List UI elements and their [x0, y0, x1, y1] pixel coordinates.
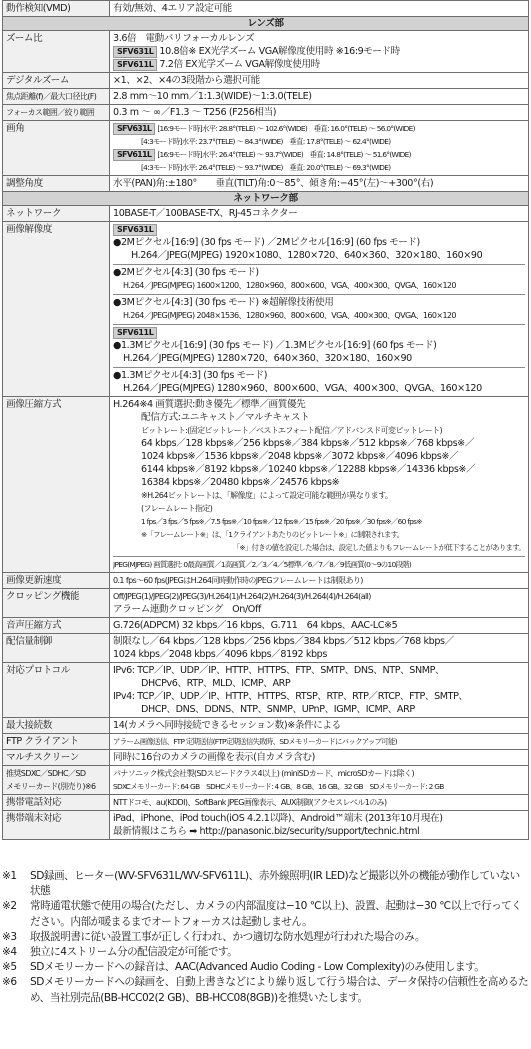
row-ftp: [3, 734, 529, 750]
row-value: 14(カメラへ同時接続できるセッション数)※条件による: [110, 718, 529, 734]
footnote: [2, 945, 529, 960]
value-text: 10.8倍※ EX光学ズーム VGA解像度使用時 ※16:9モード時: [159, 46, 400, 57]
value-line: [113, 58, 525, 71]
section-header-network: [3, 192, 529, 206]
row-label: 対応プロトコル: [3, 663, 110, 718]
value-line: (フレームレート指定): [141, 504, 213, 513]
row-label: 携帯端末対応: [3, 811, 110, 840]
row-value: [110, 121, 529, 176]
row-value: [110, 766, 529, 795]
row-value: NTTドコモ、au(KDDI)、SoftBank JPEG画像表示、AUX制御(アクセスレベル1のみ): [110, 795, 529, 811]
row-label: 配信量制御: [3, 634, 110, 663]
footnote-text: SDメモリーカードへの録画を、自動上書きなどにより繰り返して行う場合は、データ保持の信頼性を高めるため、当社別売品(BB-HCC02(2 GB)、BB-HCC08(8GB))を推奨いたします。: [30, 976, 529, 1004]
value-line: 1024 kbps※／1536 kbps※／2048 kbps※／3072 kbps※／4096 kbps※／: [141, 451, 459, 462]
value-line: 1 fps／3 fps／5 fps※／7.5 fps※／10 fps※／12 fps※／15 fps※／20 fps※／30 fps※／60 fps※: [141, 517, 422, 526]
value-line: JPEG(MJPEG) 画質選択: 0最高画質／1高画質／2／3／4／5標準／6／7／8／9低画質(0〜9の10段階): [113, 556, 525, 571]
value-line: [4:3モード時]水平: 23.7°(TELE) 〜 84.3°(WIDE) 垂直: 17.8°(TELE) 〜 62.4°(WIDE): [141, 137, 391, 146]
row-value: 10BASE-T／100BASE-TX、RJ-45コネクター: [110, 206, 529, 222]
row-cropping: [3, 589, 529, 618]
row-angle: [3, 121, 529, 176]
label-line: メモリーカード(別売り)※6: [6, 782, 96, 791]
row-resolution: [3, 222, 529, 397]
value-line: ●2Mピクセル[4:3] (30 fps モード): [113, 264, 525, 279]
value-line: 16384 kbps※／20480 kbps※／24576 kbps※: [141, 477, 340, 488]
value-line: [113, 223, 525, 236]
row-value: 水平(PAN)角:±180° 垂直(TILT)角:0〜85°、傾き角:−45°(左)〜+300°(右): [110, 176, 529, 192]
row-network: [3, 206, 529, 222]
row-value: 0.3 m 〜 ∞／F1.3 〜 T256 (F256相当): [110, 105, 529, 121]
value-line: 「※」付きの値を設定した場合は、設定した値よりもフレームレートが低下することがあります。: [232, 543, 525, 552]
row-value: 0.1 fps〜60 fps(JPEGはH.264同時動作時のJPEGフレームレートは制限あり): [110, 573, 529, 589]
value-line: ●2Mピクセル[16:9] (30 fps モード) ／2Mピクセル[16:9] (60 fps モード): [113, 237, 420, 248]
value-line: ●3Mピクセル[4:3] (30 fps モード) ※超解像技術使用: [113, 294, 525, 309]
footnote-mark: ※4: [2, 946, 17, 959]
value-line: 6144 kbps※／8192 kbps※／10240 kbps※／12288 kbps※／14336 kbps※／: [141, 464, 476, 475]
footnote-mark: ※1: [2, 870, 17, 882]
footnote-text: 取扱説明書に従い設置工事が正しく行われ、かつ適切な防水処理が行われた場合のみ。: [30, 930, 425, 943]
value-text: 7.2倍 EX光学ズーム VGA解像度使用時: [159, 59, 320, 70]
value-line: DHCPv6、RTP、MLD、ICMP、ARP: [141, 678, 291, 689]
support-url-line: 最新情報はこちら ➡ http://panasonic.biz/security/support/technic.html: [113, 826, 420, 837]
value-line: アラーム連動クロッピング On/Off: [113, 604, 261, 615]
value-line: ※H.264ビットレートは、「解像度」によって設定可能な範囲が異なります。: [141, 491, 393, 500]
value-line: [113, 324, 525, 339]
footnote-text: SD録画、ヒーター(WV-SFV631L/WV-SFV611L)、赤外線照明(IR LED)など撮影以外の機能が動作していない状態: [30, 870, 520, 898]
value-line: 1024 kbps／2048 kbps／4096 kbps／8192 kbps: [113, 649, 327, 660]
row-label: 画角: [3, 121, 110, 176]
row-value: 有効/無効、4エリア設定可能: [110, 1, 529, 17]
footnote-mark: ※2: [2, 900, 17, 913]
footnotes: [2, 869, 529, 1006]
value-text: [16:9モード時]水平: 28.8°(TELE) 〜 102.6°(WIDE) 垂直: 16.0°(TELE) 〜 56.0°(WIDE): [157, 124, 415, 133]
row-label: ネットワーク: [3, 206, 110, 222]
row-value: [110, 31, 529, 73]
footnote: [2, 960, 529, 975]
row-label: 画像解像度: [3, 222, 110, 397]
row-max-connections: [3, 718, 529, 734]
row-value: [110, 397, 529, 573]
value-line: [113, 45, 525, 58]
row-value: 2.8 mm〜10 mm／1:1.3(WIDE)〜1:3.0(TELE): [110, 89, 529, 105]
row-label: 最大接続数: [3, 718, 110, 734]
model-tag: SFV631L: [113, 123, 155, 135]
row-value: アラーム画像送信、FTP 定期送信(FTP定期送信失敗時、SDメモリーカードにバックアップ可能): [110, 734, 529, 750]
row-label: マルチスクリーン: [3, 750, 110, 766]
row-audio: [3, 618, 529, 634]
value-line: H.264／JPEG(MJPEG) 2048×1536、1280×960、800×600、VGA、400×300、QVGA、160×120: [123, 311, 456, 320]
model-tag: SFV611L: [113, 327, 157, 339]
value-line: H.264／JPEG(MJPEG) 1280×720、640×360、320×180、160×90: [123, 353, 412, 364]
value-line: iPad、iPhone、iPod touch(iOS 4.2.1以降)、Android™端末 (2013年10月現在): [113, 813, 443, 824]
footnote-text: 独立に4ストリーム分の配信設定が可能です。: [30, 946, 238, 959]
value-line: 3.6倍 電動バリフォーカルレンズ: [113, 33, 255, 44]
footnote: [2, 899, 529, 929]
row-bandwidth: [3, 634, 529, 663]
row-vmd: [3, 1, 529, 17]
row-label: デジタルズーム: [3, 73, 110, 89]
model-tag: SFV631L: [113, 224, 157, 236]
section-title: ネットワーク部: [3, 192, 529, 206]
value-line: [4:3モード時]水平: 26.4°(TELE) 〜 93.7°(WIDE) 垂直: 20.0°(TELE) 〜 69.3°(WIDE): [141, 163, 391, 172]
row-zoom: [3, 31, 529, 73]
row-label: 画像更新速度: [3, 573, 110, 589]
row-adjust-angle: [3, 176, 529, 192]
row-value: [110, 589, 529, 618]
footnote-mark: ※3: [2, 930, 17, 943]
section-title: レンズ部: [3, 17, 529, 31]
row-digital-zoom: [3, 73, 529, 89]
value-line: 64 kbps／128 kbps※／256 kbps※／384 kbps※／512 kbps※／768 kbps※／: [141, 438, 475, 449]
value-line: IPv6: TCP／IP、UDP／IP、HTTP、HTTPS、FTP、SMTP、DNS、NTP、SNMP、: [113, 665, 445, 676]
row-sd-card: [3, 766, 529, 795]
row-protocol: [3, 663, 529, 718]
model-tag: SFV611L: [113, 149, 155, 161]
value-line: H.264※4 画質選択:動き優先／標準／画質優先: [113, 399, 306, 410]
footnote-text: SDメモリーカードへの録音は、AAC(Advanced Audio Coding - Low Complexity)のみ使用します。: [30, 961, 485, 974]
row-value: ×1、×2、×4の3段階から選択可能: [110, 73, 529, 89]
model-tag: SFV611L: [113, 59, 157, 71]
value-text: [16:9モード時]水平: 26.4°(TELE) 〜 93.7°(WIDE) 垂直: 14.8°(TELE) 〜 51.6°(WIDE): [157, 150, 411, 159]
value-line: [113, 122, 525, 135]
label-line: 推奨SDXC／SDHC／SD: [6, 769, 86, 778]
value-line: SDXCメモリーカード: 64 GB SDHCメモリーカード: 4 GB、8 GB、16 GB、32 GB SDメモリーカード: 2 GB: [113, 782, 444, 791]
footnote-text: 常時通電状態で使用の場合(ただし、カメラの内部温度は−10 ℃以上)、設置、起動は−30 ℃以上で行ってください。内部が暖まるまでオートフォーカスは起動しません。: [30, 900, 522, 928]
row-label: 焦点距離(f)／最大口径比(F): [3, 89, 110, 105]
value-line: IPv4: TCP／IP、UDP／IP、HTTP、HTTPS、RTSP、RTP、RTP／RTCP、FTP、SMTP、: [113, 691, 468, 702]
value-line: H.264／JPEG(MJPEG) 1600×1200、1280×960、800×600、VGA、400×300、QVGA、160×120: [123, 281, 456, 290]
row-label: 画像圧縮方式: [3, 397, 110, 573]
row-label: ズーム比: [3, 31, 110, 73]
footnote: [2, 930, 529, 945]
footnote-mark: ※5: [2, 961, 17, 974]
row-label: フォーカス範囲／絞り範囲: [3, 105, 110, 121]
value-line: パナソニック株式会社製(SDスピードクラス4以上) (miniSDカード、microSDカードは除く): [113, 769, 414, 778]
row-label: 音声圧縮方式: [3, 618, 110, 634]
row-mobile-terminal: [3, 811, 529, 840]
row-value: [110, 811, 529, 840]
row-refresh-rate: [3, 573, 529, 589]
row-mobile-phone: [3, 795, 529, 811]
row-label: 調整角度: [3, 176, 110, 192]
value-line: ●1.3Mピクセル[16:9] (30 fps モード) ／1.3Mピクセル[16:9] (60 fps モード): [113, 340, 437, 351]
row-focus-range: [3, 105, 529, 121]
row-focal-length: [3, 89, 529, 105]
value-line: ●1.3Mピクセル[4:3] (30 fps モード): [113, 367, 525, 382]
value-line: ※「フレームレート※」は、「1クライアントあたりのビットレート※」に制限されます。: [141, 530, 404, 539]
value-line: [113, 148, 525, 161]
row-multiscreen: [3, 750, 529, 766]
value-line: DHCP、DNS、DDNS、NTP、SNMP、UPnP、IGMP、ICMP、ARP: [141, 704, 415, 715]
row-value: 同時に16台のカメラの画像を表示(自カメラ含む): [110, 750, 529, 766]
model-tag: SFV631L: [113, 46, 157, 58]
row-label: [3, 766, 110, 795]
footnote: [2, 975, 529, 1005]
value-line: H.264／JPEG(MJPEG) 1280×960、800×600、VGA、400×300、QVGA、160×120: [123, 383, 482, 394]
row-compression: [3, 397, 529, 573]
spec-table: [2, 0, 529, 840]
row-value: [110, 634, 529, 663]
row-label: FTP クライアント: [3, 734, 110, 750]
row-value: [110, 222, 529, 397]
value-line: 配信方式:ユニキャスト／マルチキャスト: [141, 412, 310, 423]
value-line: Off/JPEG(1)/JPEG(2)/JPEG(3)/H.264(1)/H.264(2)/H.264(3)/H.264(4)/H.264(all): [113, 592, 371, 601]
value-line: H.264／JPEG(MJPEG) 1920×1080、1280×720、640×360、320×180、160×90: [131, 250, 483, 261]
row-label: 動作検知(VMD): [3, 1, 110, 17]
footnote-mark: ※6: [2, 976, 17, 989]
row-label: クロッピング機能: [3, 589, 110, 618]
section-header-lens: [3, 17, 529, 31]
footnote: [2, 869, 529, 899]
value-line: ビットレート:(固定ビットレート／ベストエフォート配信／アドバンスド可変ビットレート): [141, 426, 443, 435]
row-value: G.726(ADPCM) 32 kbps／16 kbps、G.711 64 kbps、AAC-LC※5: [110, 618, 529, 634]
row-label: 携帯電話対応: [3, 795, 110, 811]
row-value: [110, 663, 529, 718]
value-line: 制限なし／64 kbps／128 kbps／256 kbps／384 kbps／512 kbps／768 kbps／: [113, 636, 454, 647]
